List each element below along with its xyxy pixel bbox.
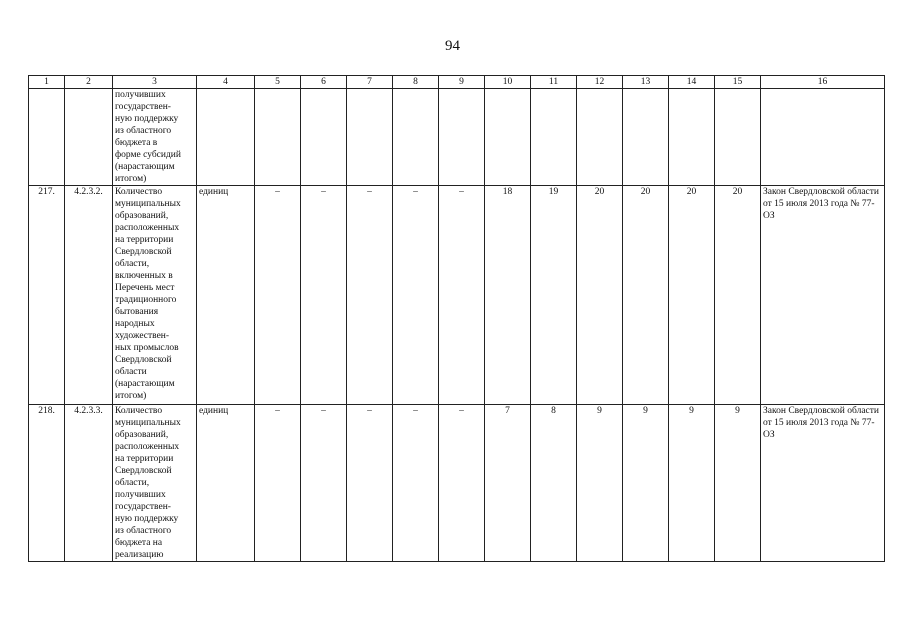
value-cell: 18	[485, 186, 531, 405]
column-header-10: 10	[485, 76, 531, 89]
legal-basis: Закон Свердловской области от 15 июля 2013 года № 77-ОЗ	[761, 186, 885, 405]
description-line: муниципальных	[115, 418, 181, 428]
value-cell: 20	[669, 186, 715, 405]
empty-cell	[255, 89, 301, 186]
value-cell: 20	[623, 186, 669, 405]
value-cell: –	[393, 405, 439, 562]
description-line: на территории	[115, 235, 174, 245]
description-line: расположенных	[115, 223, 180, 233]
value-cell: –	[347, 186, 393, 405]
description-line: итогом)	[115, 391, 147, 401]
description-line: ную поддержку	[115, 514, 179, 524]
column-header-12: 12	[577, 76, 623, 89]
table-row	[29, 405, 885, 562]
description-line: Количество	[115, 406, 163, 416]
column-header-1: 1	[29, 76, 65, 89]
description-line: государствен-	[115, 502, 171, 512]
description-line: Перечень мест	[115, 283, 175, 293]
indicator-description	[113, 186, 197, 405]
description-line: области,	[115, 259, 150, 269]
description-line: (нарастающим	[115, 162, 175, 172]
row-code: 4.2.3.3.	[65, 405, 113, 562]
value-cell: –	[255, 186, 301, 405]
description-line: области,	[115, 478, 150, 488]
value-cell: 20	[577, 186, 623, 405]
description-line: форме субсидий	[115, 150, 181, 160]
description-line: расположенных	[115, 442, 180, 452]
value-cell: 9	[669, 405, 715, 562]
row-code	[65, 89, 113, 186]
unit-of-measure: единиц	[197, 405, 255, 562]
indicator-description	[113, 89, 197, 186]
indicator-description	[113, 405, 197, 562]
column-header-2: 2	[65, 76, 113, 89]
empty-cell	[531, 89, 577, 186]
description-line: Свердловской	[115, 355, 172, 365]
row-number: 218.	[29, 405, 65, 562]
description-line: получивших	[115, 490, 166, 500]
column-header-15: 15	[715, 76, 761, 89]
value-cell: 19	[531, 186, 577, 405]
table-row-continuation	[29, 89, 885, 186]
column-header-3: 3	[113, 76, 197, 89]
value-cell: 7	[485, 405, 531, 562]
column-header-7: 7	[347, 76, 393, 89]
row-code: 4.2.3.2.	[65, 186, 113, 405]
legal-basis: Закон Свердловской области от 15 июля 2013 года № 77-ОЗ	[761, 405, 885, 562]
description-line: традиционного	[115, 295, 177, 305]
description-line: области	[115, 367, 147, 377]
description-line: народных	[115, 319, 155, 329]
empty-cell	[577, 89, 623, 186]
value-cell: 9	[577, 405, 623, 562]
empty-cell	[623, 89, 669, 186]
indicators-table	[28, 75, 885, 562]
description-line: ных промыслов	[115, 343, 179, 353]
column-header-14: 14	[669, 76, 715, 89]
page-number: 94	[445, 38, 460, 54]
empty-cell	[761, 89, 885, 186]
description-line: (нарастающим	[115, 379, 175, 389]
description-line: образований,	[115, 211, 169, 221]
empty-cell	[715, 89, 761, 186]
unit-of-measure: единиц	[197, 186, 255, 405]
description-line: из областного	[115, 126, 172, 136]
value-cell: –	[439, 186, 485, 405]
description-line: реализацию	[115, 550, 164, 560]
description-line: государствен-	[115, 102, 171, 112]
value-cell: 9	[623, 405, 669, 562]
empty-cell	[439, 89, 485, 186]
description-line: бюджета на	[115, 538, 163, 548]
description-line: Количество	[115, 187, 163, 197]
description-line: ную поддержку	[115, 114, 179, 124]
description-line: бытования	[115, 307, 159, 317]
column-header-11: 11	[531, 76, 577, 89]
empty-cell	[393, 89, 439, 186]
column-header-8: 8	[393, 76, 439, 89]
row-number	[29, 89, 65, 186]
description-line: из областного	[115, 526, 172, 536]
row-number: 217.	[29, 186, 65, 405]
value-cell: –	[439, 405, 485, 562]
empty-cell	[485, 89, 531, 186]
empty-cell	[197, 89, 255, 186]
description-line: итогом)	[115, 174, 147, 184]
value-cell: –	[347, 405, 393, 562]
column-header-5: 5	[255, 76, 301, 89]
column-header-13: 13	[623, 76, 669, 89]
description-line: художествен-	[115, 331, 170, 341]
table-row	[29, 186, 885, 405]
column-header-4: 4	[197, 76, 255, 89]
description-line: образований,	[115, 430, 169, 440]
column-header-6: 6	[301, 76, 347, 89]
column-header-16: 16	[761, 76, 885, 89]
value-cell: 20	[715, 186, 761, 405]
column-number-row	[29, 76, 885, 89]
description-line: на территории	[115, 454, 174, 464]
value-cell: –	[255, 405, 301, 562]
description-line: получивших	[115, 90, 166, 100]
value-cell: 8	[531, 405, 577, 562]
description-line: включенных в	[115, 271, 173, 281]
empty-cell	[669, 89, 715, 186]
value-cell: –	[301, 186, 347, 405]
value-cell: 9	[715, 405, 761, 562]
column-header-9: 9	[439, 76, 485, 89]
value-cell: –	[301, 405, 347, 562]
empty-cell	[347, 89, 393, 186]
empty-cell	[301, 89, 347, 186]
description-line: Свердловской	[115, 247, 172, 257]
description-line: Свердловской	[115, 466, 172, 476]
description-line: муниципальных	[115, 199, 181, 209]
value-cell: –	[393, 186, 439, 405]
description-line: бюджета в	[115, 138, 158, 148]
